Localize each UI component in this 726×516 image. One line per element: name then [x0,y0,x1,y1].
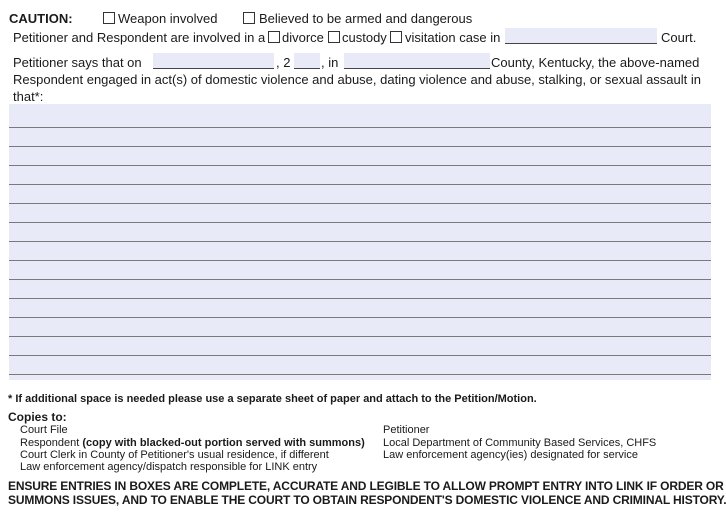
ensure-notice-line2: SUMMONS ISSUES, AND TO ENABLE THE COURT TO OBTAIN RESPONDENT'S DOMESTIC VIOLENCE AND CRIMINAL HISTORY. [8,493,726,507]
narrative-textarea[interactable] [9,104,711,380]
custody-label: custody [342,30,387,45]
incident-county-field[interactable] [344,53,490,69]
visitation-label: visitation case in [405,30,501,45]
year-prefix: , 2 [276,55,291,70]
court-name-field[interactable] [505,28,657,44]
armed-dangerous-checkbox[interactable] [243,12,255,24]
copy-respondent-note: (copy with blacked-out portion served with summons) [82,437,365,449]
case-type-intro: Petitioner and Respondent are involved in a [13,30,266,45]
armed-dangerous-label: Believed to be armed and dangerous [259,11,473,26]
that-label: that*: [13,89,44,104]
weapon-involved-label: Weapon involved [118,11,218,26]
copy-respondent [20,437,365,449]
copy-respondent-label: Respondent [20,437,80,449]
copies-heading: Copies to: [8,410,67,424]
copy-petitioner: Petitioner [383,424,430,436]
copy-law-enforcement-dispatch: Law enforcement agency/dispatch responsible for LINK entry [20,461,318,473]
county-kentucky-text: County, Kentucky, the above-named [491,55,700,70]
divorce-checkbox[interactable] [268,31,280,43]
incident-date-field[interactable] [153,53,274,69]
ensure-notice-line1: ENSURE ENTRIES IN BOXES ARE COMPLETE, ACCURATE AND LEGIBLE TO ALLOW PROMPT ENTRY INTO LINK IF ORDER OR [8,479,724,493]
copy-law-enforcement-designated: Law enforcement agency(ies) designated for service [383,449,638,461]
custody-checkbox[interactable] [328,31,340,43]
copy-local-department: Local Department of Community Based Services, CHFS [383,437,657,449]
weapon-involved-checkbox[interactable] [103,12,115,24]
respondent-engaged-text: Respondent engaged in act(s) of domestic violence and abuse, dating violence and abuse, stalking, or sexual assault in [13,72,701,87]
visitation-checkbox[interactable] [390,31,402,43]
copy-court-clerk: Court Clerk in County of Petitioner's usual residence, if different [20,449,329,461]
footnote: * If additional space is needed please use a separate sheet of paper and attach to the Petition/Motion. [8,393,537,405]
caution-label: CAUTION: [9,11,73,26]
petitioner-says-label: Petitioner says that on [13,55,142,70]
in-label: , in [321,55,339,70]
court-suffix: Court. [661,30,697,45]
divorce-label: divorce [282,30,324,45]
copy-court-file: Court File [20,424,68,436]
incident-year-field[interactable] [294,53,320,69]
